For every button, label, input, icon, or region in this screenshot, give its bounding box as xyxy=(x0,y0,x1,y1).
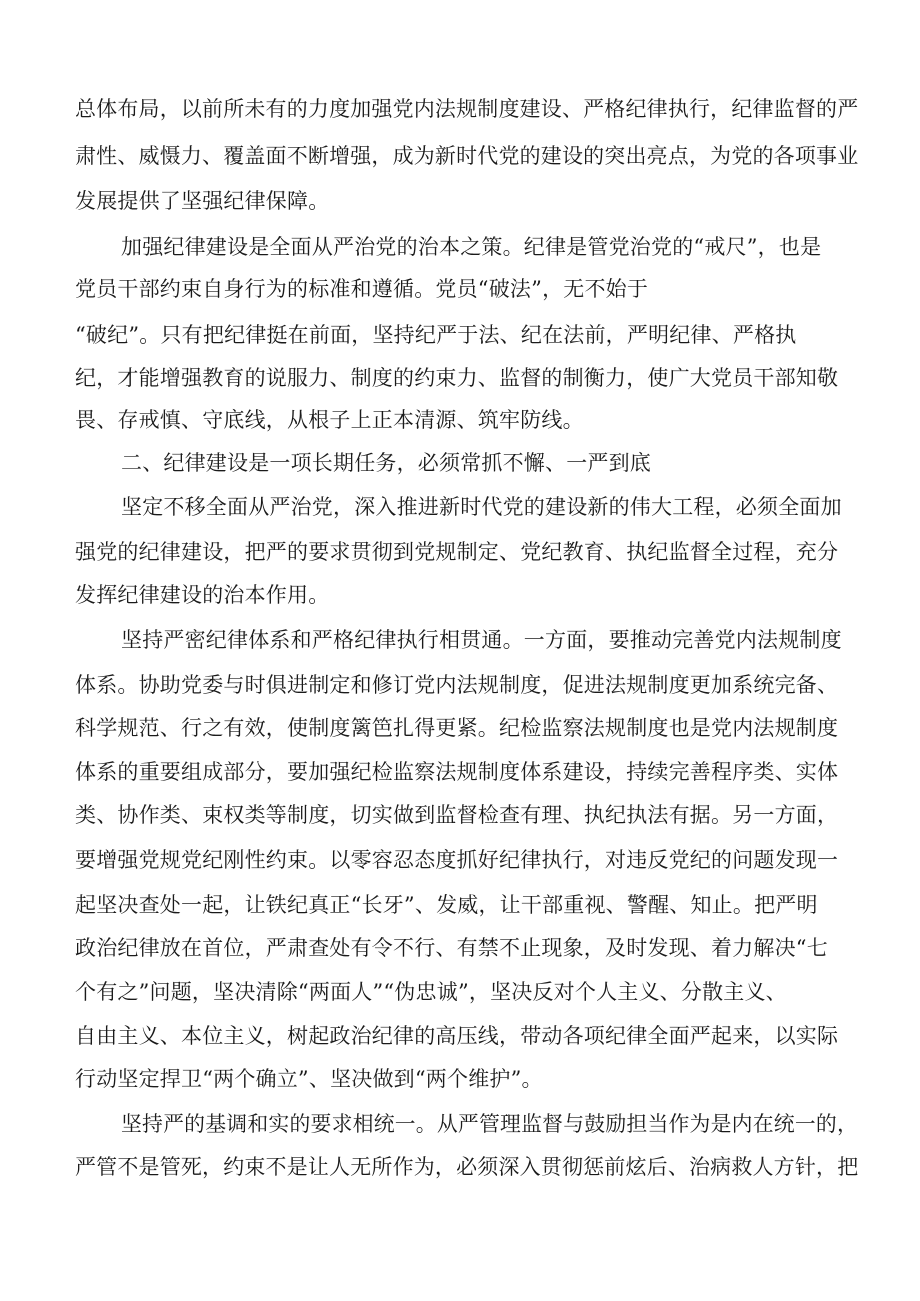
text-line: 自由主义、本位主义，树起政治纪律的高压线，带动各项纪律全面严起来，以实际 xyxy=(75,1024,839,1048)
text-line: “破纪”。只有把纪律挺在前面，坚持纪严于法、纪在法前，严明纪律、严格执 xyxy=(75,323,797,347)
text-line: 发展提供了坚强纪律保障。 xyxy=(75,189,330,213)
text-line: 起坚决查处一起，让铁纪真正“长牙”、发威，让干部重视、警醒、知止。把严明 xyxy=(75,893,818,917)
text-line: 坚持严的基调和实的要求相统一。从严管理监督与鼓励担当作为是内在统一的， xyxy=(121,1112,859,1136)
text-line: 加强纪律建设是全面从严治党的治本之策。纪律是管党治党的“戒尺”，也是 xyxy=(121,235,822,259)
text-line: 党员干部约束自身行为的标准和遵循。党员“破法”，无不始于 xyxy=(75,277,649,301)
text-line: 政治纪律放在首位，严肃查处有令不行、有禁不止现象，及时发现、着力解决“七 xyxy=(75,936,828,960)
text-line: 强党的纪律建设，把严的要求贯彻到党规制定、党纪教育、执纪监督全过程，充分 xyxy=(75,540,839,564)
text-line: 体系。协助党委与时俱进制定和修订党内法规制度，促进法规制度更加系统完备、 xyxy=(75,673,839,697)
text-line: 要增强党规党纪刚性约束。以零容忍态度抓好纪律执行，对违反党纪的问题发现一 xyxy=(75,848,839,872)
text-line: 总体布局，以前所未有的力度加强党内法规制度建设、严格纪律执行，纪律监督的严 xyxy=(75,97,859,121)
text-line: 个有之”问题，坚决清除“两面人”“伪忠诚”，坚决反对个人主义、分散主义、 xyxy=(75,980,787,1004)
text-line: 畏、存戒慎、守底线，从根子上正本清源、筑牢防线。 xyxy=(75,408,584,432)
text-line: 坚持严密纪律体系和严格纪律执行相贯通。一方面，要推动完善党内法规制度 xyxy=(121,628,842,652)
section-heading: 二、纪律建设是一项长期任务，必须常抓不懈、一严到底 xyxy=(121,451,651,475)
text-line: 科学规范、行之有效，使制度篱笆扎得更紧。纪检监察法规制度也是党内法规制度 xyxy=(75,716,839,740)
text-line: 严管不是管死，约束不是让人无所作为，必须深入贯彻惩前炫后、治病救人方针，把 xyxy=(75,1155,859,1179)
text-line: 坚定不移全面从严治党，深入推进新时代党的建设新的伟大工程，必须全面加 xyxy=(121,495,842,519)
text-line: 发挥纪律建设的治本作用。 xyxy=(75,583,330,607)
text-line: 肃性、威慑力、覆盖面不断增强，成为新时代党的建设的突出亮点，为党的各项事业 xyxy=(75,144,859,168)
text-line: 体系的重要组成部分，要加强纪检监察法规制度体系建设，持续完善程序类、实体 xyxy=(75,760,839,784)
text-line: 纪，才能增强教育的说服力、制度的约束力、监督的制衡力，使广大党员干部知敬 xyxy=(75,366,839,390)
text-line: 行动坚定捍卫“两个确立”、坚决做到“两个维护”。 xyxy=(75,1067,543,1091)
text-line: 类、协作类、束权类等制度，切实做到监督检查有理、执纪执法有据。另一方面， xyxy=(75,803,839,827)
